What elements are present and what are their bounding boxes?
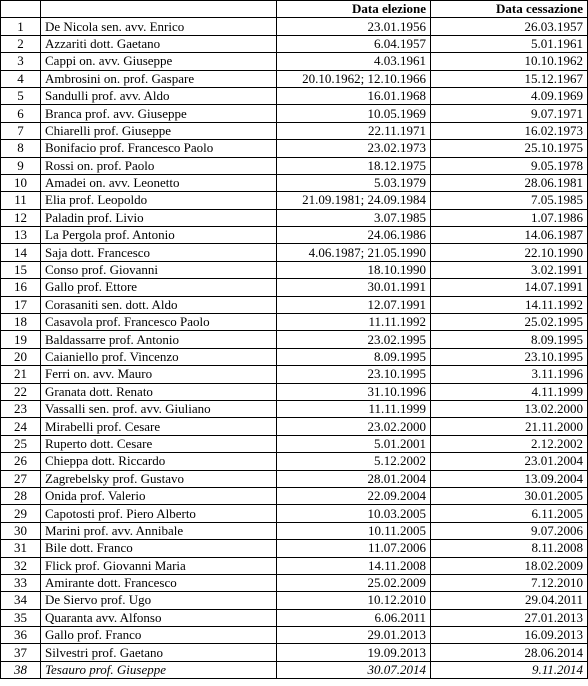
row-name: Flick prof. Giovanni Maria xyxy=(41,557,277,574)
row-name: Quaranta avv. Alfonso xyxy=(41,609,277,626)
row-data-elezione: 30.01.1991 xyxy=(277,279,431,296)
table-row xyxy=(1,35,588,52)
table-row xyxy=(1,557,588,574)
row-data-elezione: 5.01.2001 xyxy=(277,435,431,452)
row-index: 29 xyxy=(1,505,41,522)
row-data-elezione: 25.02.2009 xyxy=(277,574,431,591)
row-index: 34 xyxy=(1,592,41,609)
row-index: 10 xyxy=(1,174,41,191)
row-name: Ferri on. avv. Mauro xyxy=(41,366,277,383)
row-data-cessazione: 9.07.1971 xyxy=(431,105,588,122)
row-name: Capotosti prof. Piero Alberto xyxy=(41,505,277,522)
row-data-cessazione: 13.09.2004 xyxy=(431,470,588,487)
header-row xyxy=(1,1,588,18)
row-index: 6 xyxy=(1,105,41,122)
row-name: Ruperto dott. Cesare xyxy=(41,435,277,452)
table-row xyxy=(1,331,588,348)
row-data-elezione: 22.09.2004 xyxy=(277,487,431,504)
row-name: Conso prof. Giovanni xyxy=(41,261,277,278)
row-data-cessazione: 22.10.1990 xyxy=(431,244,588,261)
row-data-cessazione: 3.11.1996 xyxy=(431,366,588,383)
row-data-cessazione: 13.02.2000 xyxy=(431,400,588,417)
row-data-cessazione: 4.09.1969 xyxy=(431,87,588,104)
row-data-elezione: 29.01.2013 xyxy=(277,627,431,644)
header-index xyxy=(1,1,41,18)
row-data-elezione: 23.01.1956 xyxy=(277,18,431,35)
row-data-cessazione: 18.02.2009 xyxy=(431,557,588,574)
row-index: 32 xyxy=(1,557,41,574)
table-row xyxy=(1,174,588,191)
row-index: 26 xyxy=(1,453,41,470)
table-header xyxy=(1,1,588,18)
row-data-elezione: 21.09.1981; 24.09.1984 xyxy=(277,192,431,209)
row-data-cessazione: 6.11.2005 xyxy=(431,505,588,522)
table-row xyxy=(1,644,588,661)
row-data-cessazione: 25.02.1995 xyxy=(431,314,588,331)
row-index: 21 xyxy=(1,366,41,383)
row-data-elezione: 31.10.1996 xyxy=(277,383,431,400)
row-data-cessazione: 16.09.2013 xyxy=(431,627,588,644)
row-index: 17 xyxy=(1,296,41,313)
row-index: 22 xyxy=(1,383,41,400)
row-data-elezione: 30.07.2014 xyxy=(277,661,431,678)
row-name: Azzariti dott. Gaetano xyxy=(41,35,277,52)
row-data-elezione: 12.07.1991 xyxy=(277,296,431,313)
row-index: 28 xyxy=(1,487,41,504)
row-index: 7 xyxy=(1,122,41,139)
row-data-elezione: 18.12.1975 xyxy=(277,157,431,174)
row-index: 4 xyxy=(1,70,41,87)
row-index: 23 xyxy=(1,400,41,417)
row-data-elezione: 23.02.1973 xyxy=(277,140,431,157)
row-data-elezione: 6.04.1957 xyxy=(277,35,431,52)
row-name: De Nicola sen. avv. Enrico xyxy=(41,18,277,35)
row-data-cessazione: 27.01.2013 xyxy=(431,609,588,626)
row-name: Gallo prof. Franco xyxy=(41,627,277,644)
row-data-cessazione: 9.07.2006 xyxy=(431,522,588,539)
row-name: Caianiello prof. Vincenzo xyxy=(41,348,277,365)
row-data-elezione: 16.01.1968 xyxy=(277,87,431,104)
row-data-cessazione: 1.07.1986 xyxy=(431,209,588,226)
header-data-elezione: Data elezione xyxy=(277,1,431,18)
table-row xyxy=(1,227,588,244)
table-row xyxy=(1,487,588,504)
row-data-cessazione: 10.10.1962 xyxy=(431,53,588,70)
row-name: De Siervo prof. Ugo xyxy=(41,592,277,609)
table-row xyxy=(1,592,588,609)
row-index: 16 xyxy=(1,279,41,296)
row-name: Zagrebelsky prof. Gustavo xyxy=(41,470,277,487)
row-name: Bile dott. Franco xyxy=(41,540,277,557)
row-data-elezione: 24.06.1986 xyxy=(277,227,431,244)
row-data-elezione: 11.07.2006 xyxy=(277,540,431,557)
row-name: Vassalli sen. prof. avv. Giuliano xyxy=(41,400,277,417)
row-data-elezione: 5.12.2002 xyxy=(277,453,431,470)
row-name: Amadei on. avv. Leonetto xyxy=(41,174,277,191)
table-row xyxy=(1,661,588,678)
row-index: 37 xyxy=(1,644,41,661)
row-data-cessazione: 7.12.2010 xyxy=(431,574,588,591)
row-index: 15 xyxy=(1,261,41,278)
row-index: 9 xyxy=(1,157,41,174)
table-row xyxy=(1,453,588,470)
row-index: 3 xyxy=(1,53,41,70)
row-data-elezione: 14.11.2008 xyxy=(277,557,431,574)
row-index: 5 xyxy=(1,87,41,104)
table-row xyxy=(1,87,588,104)
row-name: Amirante dott. Francesco xyxy=(41,574,277,591)
row-name: Paladin prof. Livio xyxy=(41,209,277,226)
row-name: Corasaniti sen. dott. Aldo xyxy=(41,296,277,313)
row-name: Marini prof. avv. Annibale xyxy=(41,522,277,539)
row-data-elezione: 4.06.1987; 21.05.1990 xyxy=(277,244,431,261)
row-index: 12 xyxy=(1,209,41,226)
row-name: Gallo prof. Ettore xyxy=(41,279,277,296)
row-name: La Pergola prof. Antonio xyxy=(41,227,277,244)
table-row xyxy=(1,470,588,487)
row-index: 25 xyxy=(1,435,41,452)
row-data-cessazione: 26.03.1957 xyxy=(431,18,588,35)
row-index: 31 xyxy=(1,540,41,557)
row-data-cessazione: 25.10.1975 xyxy=(431,140,588,157)
row-data-cessazione: 28.06.1981 xyxy=(431,174,588,191)
table-row xyxy=(1,244,588,261)
row-data-cessazione: 14.06.1987 xyxy=(431,227,588,244)
table-row xyxy=(1,18,588,35)
row-index: 19 xyxy=(1,331,41,348)
table-row xyxy=(1,296,588,313)
row-data-elezione: 22.11.1971 xyxy=(277,122,431,139)
row-data-elezione: 10.12.2010 xyxy=(277,592,431,609)
row-data-elezione: 23.02.1995 xyxy=(277,331,431,348)
row-index: 38 xyxy=(1,661,41,678)
row-data-elezione: 10.03.2005 xyxy=(277,505,431,522)
row-name: Chieppa dott. Riccardo xyxy=(41,453,277,470)
row-data-cessazione: 29.04.2011 xyxy=(431,592,588,609)
row-data-elezione: 19.09.2013 xyxy=(277,644,431,661)
row-name: Baldassarre prof. Antonio xyxy=(41,331,277,348)
table-row xyxy=(1,261,588,278)
row-index: 33 xyxy=(1,574,41,591)
row-index: 14 xyxy=(1,244,41,261)
table-row xyxy=(1,122,588,139)
table-row xyxy=(1,522,588,539)
table-row xyxy=(1,314,588,331)
header-name xyxy=(41,1,277,18)
row-name: Saja dott. Francesco xyxy=(41,244,277,261)
table-row xyxy=(1,609,588,626)
table-row xyxy=(1,209,588,226)
row-data-cessazione: 9.11.2014 xyxy=(431,661,588,678)
table-row xyxy=(1,627,588,644)
row-data-cessazione: 9.05.1978 xyxy=(431,157,588,174)
row-name: Mirabelli prof. Cesare xyxy=(41,418,277,435)
row-index: 18 xyxy=(1,314,41,331)
row-data-elezione: 20.10.1962; 12.10.1966 xyxy=(277,70,431,87)
row-name: Chiarelli prof. Giuseppe xyxy=(41,122,277,139)
row-data-cessazione: 7.05.1985 xyxy=(431,192,588,209)
row-name: Cappi on. avv. Giuseppe xyxy=(41,53,277,70)
table-row xyxy=(1,505,588,522)
row-index: 11 xyxy=(1,192,41,209)
row-name: Elia prof. Leopoldo xyxy=(41,192,277,209)
row-data-cessazione: 3.02.1991 xyxy=(431,261,588,278)
row-data-cessazione: 23.01.2004 xyxy=(431,453,588,470)
row-data-cessazione: 2.12.2002 xyxy=(431,435,588,452)
row-data-elezione: 3.07.1985 xyxy=(277,209,431,226)
table-row xyxy=(1,192,588,209)
row-name: Ambrosini on. prof. Gaspare xyxy=(41,70,277,87)
table-row xyxy=(1,435,588,452)
row-name: Branca prof. avv. Giuseppe xyxy=(41,105,277,122)
row-name: Tesauro prof. Giuseppe xyxy=(41,661,277,678)
row-index: 24 xyxy=(1,418,41,435)
row-data-elezione: 8.09.1995 xyxy=(277,348,431,365)
row-data-cessazione: 21.11.2000 xyxy=(431,418,588,435)
row-data-elezione: 23.10.1995 xyxy=(277,366,431,383)
row-data-elezione: 23.02.2000 xyxy=(277,418,431,435)
row-data-elezione: 5.03.1979 xyxy=(277,174,431,191)
row-data-elezione: 18.10.1990 xyxy=(277,261,431,278)
table-row xyxy=(1,157,588,174)
row-data-cessazione: 14.11.1992 xyxy=(431,296,588,313)
row-name: Silvestri prof. Gaetano xyxy=(41,644,277,661)
row-data-cessazione: 23.10.1995 xyxy=(431,348,588,365)
table-row xyxy=(1,574,588,591)
row-index: 8 xyxy=(1,140,41,157)
row-data-cessazione: 16.02.1973 xyxy=(431,122,588,139)
row-name: Onida prof. Valerio xyxy=(41,487,277,504)
row-name: Bonifacio prof. Francesco Paolo xyxy=(41,140,277,157)
row-data-elezione: 11.11.1992 xyxy=(277,314,431,331)
row-data-cessazione: 8.11.2008 xyxy=(431,540,588,557)
table-row xyxy=(1,105,588,122)
row-data-cessazione: 8.09.1995 xyxy=(431,331,588,348)
header-data-cessazione: Data cessazione xyxy=(431,1,588,18)
row-index: 30 xyxy=(1,522,41,539)
row-name: Casavola prof. Francesco Paolo xyxy=(41,314,277,331)
row-index: 1 xyxy=(1,18,41,35)
row-index: 27 xyxy=(1,470,41,487)
row-data-elezione: 28.01.2004 xyxy=(277,470,431,487)
row-index: 2 xyxy=(1,35,41,52)
row-data-cessazione: 14.07.1991 xyxy=(431,279,588,296)
table-row xyxy=(1,540,588,557)
table-row xyxy=(1,53,588,70)
table-row xyxy=(1,140,588,157)
table-row xyxy=(1,279,588,296)
table-row xyxy=(1,70,588,87)
row-name: Granata dott. Renato xyxy=(41,383,277,400)
row-data-cessazione: 4.11.1999 xyxy=(431,383,588,400)
row-data-cessazione: 15.12.1967 xyxy=(431,70,588,87)
row-data-cessazione: 28.06.2014 xyxy=(431,644,588,661)
row-data-elezione: 11.11.1999 xyxy=(277,400,431,417)
row-name: Rossi on. prof. Paolo xyxy=(41,157,277,174)
row-data-elezione: 10.05.1969 xyxy=(277,105,431,122)
row-index: 20 xyxy=(1,348,41,365)
table-row xyxy=(1,418,588,435)
table-body xyxy=(1,18,588,679)
row-index: 36 xyxy=(1,627,41,644)
row-data-elezione: 10.11.2005 xyxy=(277,522,431,539)
row-index: 13 xyxy=(1,227,41,244)
table-row xyxy=(1,366,588,383)
table-row xyxy=(1,348,588,365)
row-index: 35 xyxy=(1,609,41,626)
table-row xyxy=(1,383,588,400)
row-data-elezione: 6.06.2011 xyxy=(277,609,431,626)
row-name: Sandulli prof. avv. Aldo xyxy=(41,87,277,104)
table-row xyxy=(1,400,588,417)
row-data-elezione: 4.03.1961 xyxy=(277,53,431,70)
row-data-cessazione: 5.01.1961 xyxy=(431,35,588,52)
row-data-cessazione: 30.01.2005 xyxy=(431,487,588,504)
